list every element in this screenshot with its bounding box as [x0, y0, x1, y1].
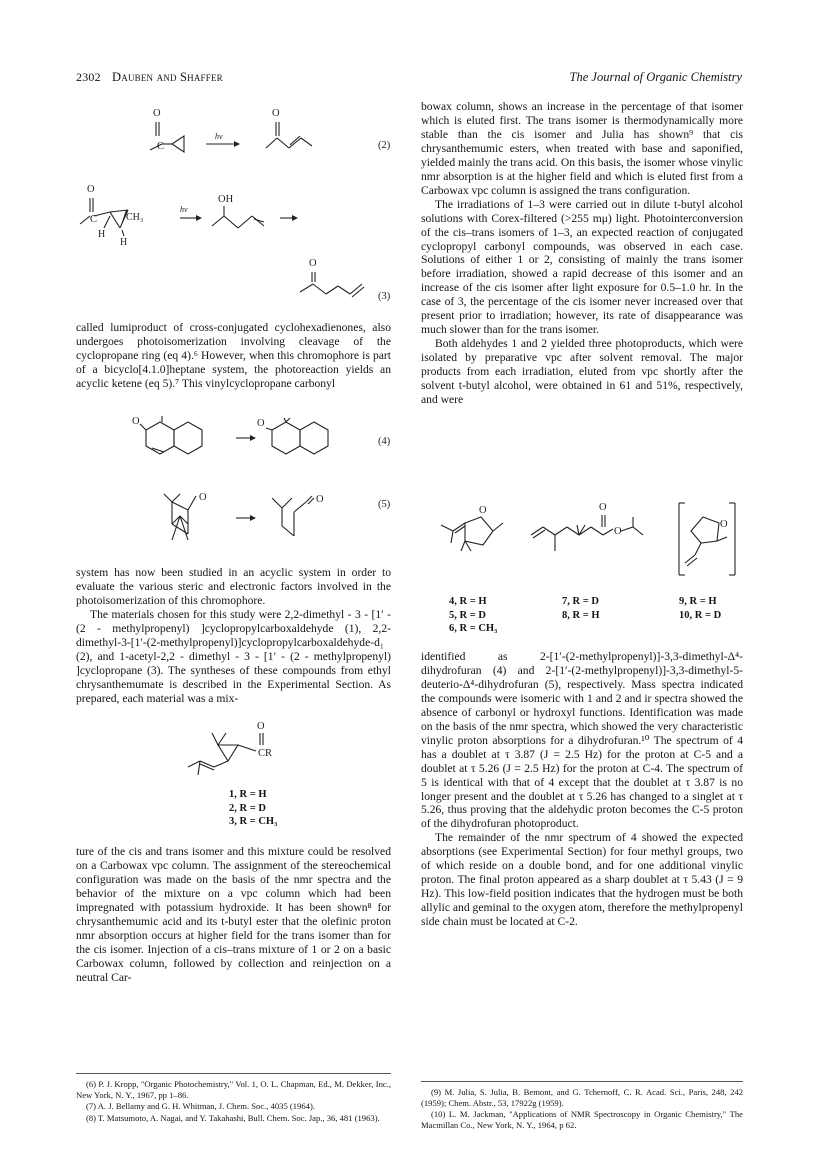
right-paragraph-1: bowax column, shows an increase in the percentage of that isomer which is eluted first. The trans isomer is thermodynamically more stable than the cis isomer and Julia has shown⁹ that cis chrysanthemumic esters, when treated with base and saponified, yielded mainly the trans acid. On this basis, the isomer whose vinylic nmr absorption is at the higher field and which is eluted first from a Carbowax vpc column is assigned the trans configuration. — [421, 100, 743, 197]
compound-label-4: 4, R = H — [449, 596, 487, 607]
footnotes-right — [421, 1087, 743, 1131]
footnotes-left — [76, 1079, 391, 1124]
eq2-number: (2) — [378, 140, 391, 151]
left-paragraph-1: called lumiproduct of cross-conjugated cyclohexadienones, also undergoes photoisomerization involving cleavage of the cyclopropane ring (eq 4).⁶ However, when this chromophore is part of a bicyclo[4.1.0]heptane system, the photoreaction yields an acyclic ketene (eq 5).⁷ This vinylcyclopropane carbonyl — [76, 321, 391, 390]
structure-compounds-1-3 — [76, 705, 396, 795]
compound-label-9: 9, R = H — [679, 596, 717, 607]
eq3-methyl: CH₃ — [126, 212, 144, 223]
structure-1-oxygen: O — [257, 721, 265, 732]
footnote-rule-right — [421, 1081, 743, 1082]
structure-7-oxygen: O — [599, 502, 607, 513]
compound-label-8: 8, R = H — [562, 609, 600, 621]
eq5-number: (5) — [378, 499, 391, 510]
left-column-block-2 — [76, 566, 391, 706]
right-paragraph-3: Both aldehydes 1 and 2 yielded three photoproducts, which were isolated by preparative vpc after solvent removal. The major products from each irradiation, eluted from vpc shortly after the solvent t-butyl alcohol, were obtained in 61 and 51%, respectively, and were — [421, 337, 743, 407]
compound-labels-9-10 — [679, 595, 721, 622]
eq3-oxygen-a: O — [87, 184, 95, 195]
structures-compounds-4-10 — [421, 497, 743, 587]
running-header-left — [76, 70, 223, 85]
compound-labels-4-6 — [449, 595, 497, 636]
structure-4-oxygen: O — [479, 505, 487, 516]
structure-7-ester-oxygen: O — [614, 526, 622, 537]
structure-9-oxygen: O — [720, 519, 728, 530]
right-paragraph-4: identified as 2-[1′-(2-methylpropenyl)]-3,3-dimethyl-Δ⁴-dihydrofuran (4) and 2-[1′-(2-methylpropenyl)]-3,3-dimethyl-5-deuterio-Δ⁴-dihydrofuran (5), respectively. Mass spectra indicated the compounds were isomeric with 1 and 2 and ir spectra showed the absence of carbonyl or hydroxyl functions. Identification was made on the basis of the nmr spectra, which showed the very characteristic vinylic proton absorptions for a dihydrofuran.¹⁰ The spectrum of 4 has a doublet at τ 3.87 (J = 2.5 Hz) for the proton at C-5 and a doublet at τ 5.26 (J = 2.5 Hz) for the proton at C-4. The spectrum of 5 is identical with that of 4 except that the doublet at τ 3.87 is no longer present and the doublet at τ 5.26 has changed to a singlet at τ 5.26, thus proving that the aldehydic proton becomes the C-5 proton of the dihydrofuran photoproduct. — [421, 650, 743, 831]
eq2-oxygen-b: O — [272, 108, 280, 119]
eq4-oxygen-a: O — [132, 416, 140, 427]
footnote-rule-left — [76, 1073, 391, 1074]
compound-label-6: 6, R = CH₃ — [449, 623, 498, 634]
scheme-eq3 — [76, 178, 396, 328]
eq2-carbon: C — [157, 141, 165, 152]
page-number: 2302 — [76, 70, 101, 84]
eq3-hv: hν — [180, 205, 188, 214]
compound-label-10: 10, R = D — [679, 609, 722, 621]
eq4-number: (4) — [378, 436, 391, 447]
compound-label-2: 2, R = D — [229, 802, 266, 814]
right-paragraph-2: The irradiations of 1–3 were carried out in dilute t-butyl alcohol solutions with Corex-filtered (>255 mμ) light. Photointerconversion of the cis–trans isomers of 1–3, an expected reaction of conjugated cyclopropyl carbonyl compounds, was observed in each case. Solutions of either 1 or 2, consisting of mainly the trans isomer before irradiation, showed a rapid decrease of this isomer and an increase of the cis isomer after light exposure for 0.5–1.0 hr. In the case of 3, the percentage of the cis isomer never increased over that present prior to irradiation; however, its rate of disappearance was much slower than for the trans isomer. — [421, 197, 743, 337]
eq3-number: (3) — [378, 291, 391, 302]
right-column-block-2 — [421, 650, 743, 929]
compound-labels-7-8 — [562, 595, 599, 622]
right-column-block-1 — [421, 100, 743, 407]
compound-label-7: 7, R = D — [562, 596, 599, 607]
eq5-oxygen-a: O — [199, 492, 207, 503]
eq2-oxygen-a: O — [153, 108, 161, 119]
eq3-hydroxyl: OH — [218, 194, 234, 205]
footnote-7: (7) A. J. Bellamy and G. H. Whitman, J. Chem. Soc., 4035 (1964). — [86, 1101, 315, 1112]
footnote-8: (8) T. Matsumoto, A. Nagai, and Y. Takahashi, Bull. Chem. Soc. Jap., 36, 481 (1963). — [86, 1112, 380, 1123]
scheme-eq4-eq5 — [76, 400, 396, 565]
eq2-hv: hν — [215, 132, 223, 141]
footnote-9: (9) M. Julia, S. Julia, B. Bemont, and G. Tchernoff, C. R. Acad. Sci., Paris, 248, 242 (1959); Chem. Abstr., 53, 17922g (1959). — [421, 1087, 743, 1108]
left-paragraph-2: system has now been studied in an acyclic system in order to evaluate the various steric and electronic factors involved in the photoisomerization of this chromophore. — [76, 566, 391, 607]
structure-1-carbonyl-label: CR — [258, 748, 273, 759]
left-paragraph-4: ture of the cis and trans isomer and this mixture could be resolved on a Carbowax vpc column. The assignment of the stereochemical configuration was made on the basis of the nmr spectra and the behavior of the mixture on a vpc column which had been impregnated with potassium hydroxide. It has been shown⁸ for chrysanthemumic acid and its t-butyl ester that the olefinic proton nmr absorption occurs at higher field for the trans isomer than for the cis isomer. Injection of a cis–trans mixture of 1 or 2 on a basic Carbowax column, followed by collection and reinjection on a neutral Car- — [76, 845, 391, 984]
author-names: Dauben and Shaffer — [112, 70, 223, 84]
eq3-oxygen-b: O — [309, 258, 317, 269]
eq5-oxygen-b: O — [316, 494, 324, 505]
eq3-hydrogen-b: H — [120, 237, 128, 248]
eq4-oxygen-b: O — [257, 418, 265, 429]
eq3-hydrogen-a: H — [98, 229, 106, 240]
footnote-6: (6) P. J. Kropp, "Organic Photochemistry," Vol. 1, O. L. Chapman, Ed., M. Dekker, Inc., New York, N. Y., 1967, pp 1–86. — [76, 1079, 391, 1100]
journal-title: The Journal of Organic Chemistry — [569, 70, 742, 84]
scheme-eq2 — [76, 100, 396, 160]
footnote-10: (10) L. M. Jackman, "Applications of NMR Spectroscopy in Organic Chemistry," The Macmillan Co., New York, N. Y., 1964, p 62. — [421, 1109, 743, 1130]
left-paragraph-3: The materials chosen for this study were 2,2-dimethyl - 3 - [1′ - (2 - methylpropenyl) ]cyclopropylcarboxaldehyde (1), 2,2-dimethyl-3-[1′-(2-methylpropenyl)]cyclopropylcarboxaldehyde-d₁ (2), and 1-acetyl-2,2 - dimethyl - 3 - [1′ - (2 - methylpropenyl) ]cyclopropane (3). The syntheses of these compounds from ethyl chrysanthemumate is described in the Experimental Section. As prepared, each material was a mix- — [76, 607, 391, 705]
eq3-carbon: C — [90, 214, 98, 225]
compound-label-1: 1, R = H — [229, 789, 267, 800]
compound-label-3: 3, R = CH₃ — [229, 816, 278, 827]
left-column-block-3 — [76, 845, 391, 985]
left-column-block-1 — [76, 321, 391, 391]
compound-label-5: 5, R = D — [449, 609, 486, 621]
right-paragraph-5: The remainder of the nmr spectrum of 4 showed the expected absorptions (see Experimental Section) for four methyl groups, two of which reside on a double bond, and for one additional vinylic proton. The final proton appeared as a sharp doublet at τ 5.43 (J = 9 Hz). This low-field position indicates that the hydrogen must be both allylic and geminal to the oxygen atom, therefore the methylpropenyl side chain must be located at C-2. — [421, 831, 743, 929]
compound-labels-1-3 — [229, 788, 277, 829]
